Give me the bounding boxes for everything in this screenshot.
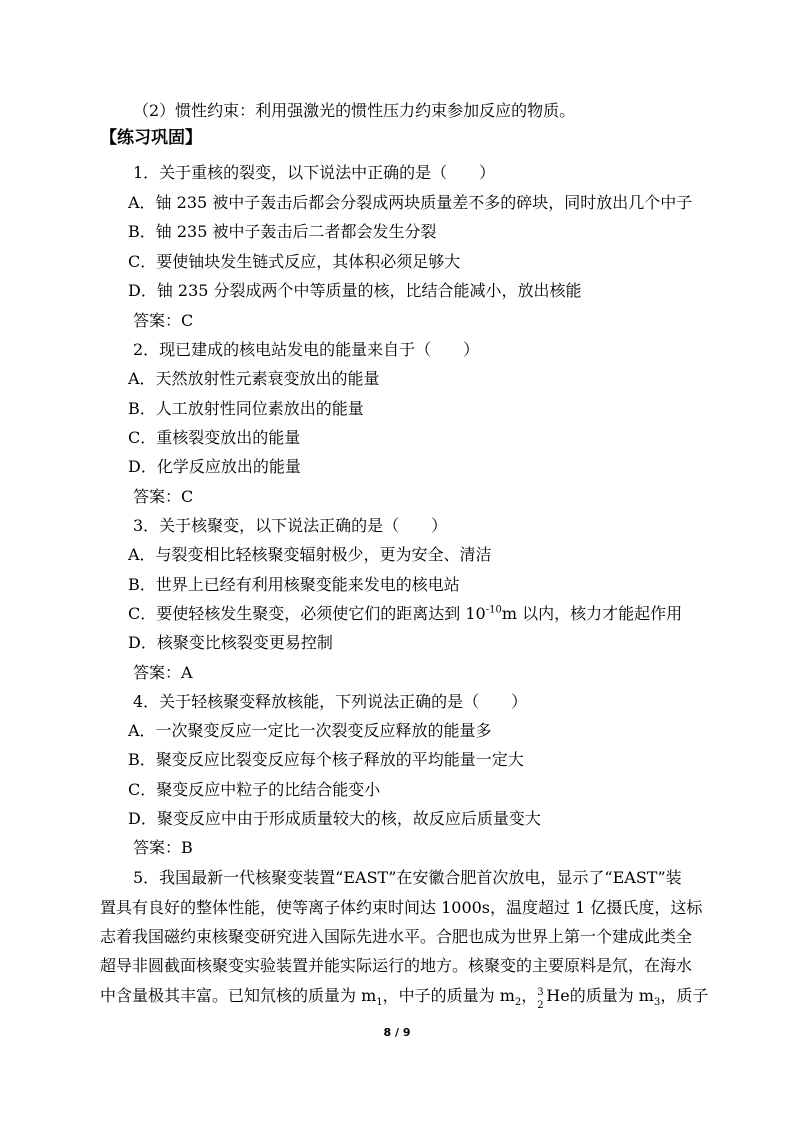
intro-paragraph: （2）惯性约束：利用强激光的惯性压力约束参加反应的物质。 xyxy=(133,101,576,120)
q2-option-c: C．重核裂变放出的能量 xyxy=(128,428,301,447)
q4-answer: 答案：B xyxy=(133,838,193,857)
q1-answer: 答案：C xyxy=(133,311,194,330)
q4-option-d: D．聚变反应中由于形成质量较大的核，故反应后质量变大 xyxy=(128,809,541,828)
isotope-atomic-number: 2 xyxy=(537,1000,544,1011)
q1-option-c: C．要使铀块发生链式反应，其体积必须足够大 xyxy=(128,252,461,271)
section-title: 【练习巩固】 xyxy=(100,128,202,148)
q5-line-5-text-2: ，中子的质量为 m xyxy=(382,986,515,1005)
q1-stem: 1．关于重核的裂变，以下说法中正确的是（ ） xyxy=(133,163,496,182)
q2-option-a: A．天然放射性元素衰变放出的能量 xyxy=(128,369,380,388)
q3-option-d: D．核聚变比核裂变更易控制 xyxy=(128,633,333,652)
q4-option-c: C．聚变反应中粒子的比结合能变小 xyxy=(128,780,381,799)
q5-line-5-text-4: 的质量为 m xyxy=(569,986,654,1005)
q5-line-5-text-3: ， xyxy=(521,986,538,1005)
q3-option-c-text-2: m 以内，核力才能起作用 xyxy=(501,604,683,623)
helium-isotope-notation xyxy=(537,986,546,1011)
q1-option-b: B．铀 235 被中子轰击后二者都会发生分裂 xyxy=(128,222,437,241)
q4-option-b: B．聚变反应比裂变反应每个核子释放的平均能量一定大 xyxy=(128,750,524,769)
q2-option-b: B．人工放射性同位素放出的能量 xyxy=(128,399,364,418)
q3-answer: 答案：A xyxy=(133,663,193,682)
q3-option-c xyxy=(128,604,682,624)
q5-line-4: 超导非圆截面核聚变实验装置并能实际运行的地方。核聚变的主要原料是氘，在海水 xyxy=(100,956,693,975)
q5-line-5-text-1: 中含量极其丰富。已知氘核的质量为 m xyxy=(100,986,377,1005)
q2-answer: 答案：C xyxy=(133,487,194,506)
q4-stem: 4．关于轻核聚变释放核能，下列说法正确的是（ ） xyxy=(133,692,528,711)
q3-option-c-exponent: -10 xyxy=(485,604,502,616)
q5-line-3: 志着我国磁约束核聚变研究进入国际先进水平。合肥也成为世界上第一个建成此类全 xyxy=(100,927,693,946)
q5-line-2: 置具有良好的整体性能，使等离子体约束时间达 1000s，温度超过 1 亿摄氏度，这标 xyxy=(100,898,703,917)
q5-subscript-1: 1 xyxy=(376,997,383,1009)
q3-option-b: B．世界上已经有利用核聚变能来发电的核电站 xyxy=(128,575,460,594)
q2-option-d: D．化学反应放出的能量 xyxy=(128,457,301,476)
page-number: 8 / 9 xyxy=(383,1026,411,1039)
q3-option-c-text-1: C．要使轻核发生聚变，必须使它们的距离达到 10 xyxy=(128,604,486,623)
q4-option-a: A．一次聚变反应一定比一次裂变反应释放的能量多 xyxy=(128,721,492,740)
q1-option-d: D．铀 235 分裂成两个中等质量的核，比结合能减小，放出核能 xyxy=(128,281,582,300)
isotope-symbol: He xyxy=(546,986,570,1005)
q5-line-1: 5．我国最新一代核聚变装置“EAST”在安徽合肥首次放电，显示了“EAST”装 xyxy=(133,868,682,887)
q5-subscript-2: 2 xyxy=(514,997,522,1009)
q5-line-5-text-5: ，质子 xyxy=(660,986,709,1005)
q5-line-5 xyxy=(100,986,709,1011)
q5-subscript-3: 3 xyxy=(653,997,661,1009)
q3-stem: 3．关于核聚变，以下说法正确的是（ ） xyxy=(133,516,448,535)
q2-stem: 2．现已建成的核电站发电的能量来自于（ ） xyxy=(133,340,480,359)
q1-option-a: A．铀 235 被中子轰击后都会分裂成两块质量差不多的碎块，同时放出几个中子 xyxy=(128,193,693,212)
q3-option-a: A．与裂变相比轻核聚变辐射极少，更为安全、清洁 xyxy=(128,545,492,564)
isotope-mass-number: 3 xyxy=(537,987,544,998)
